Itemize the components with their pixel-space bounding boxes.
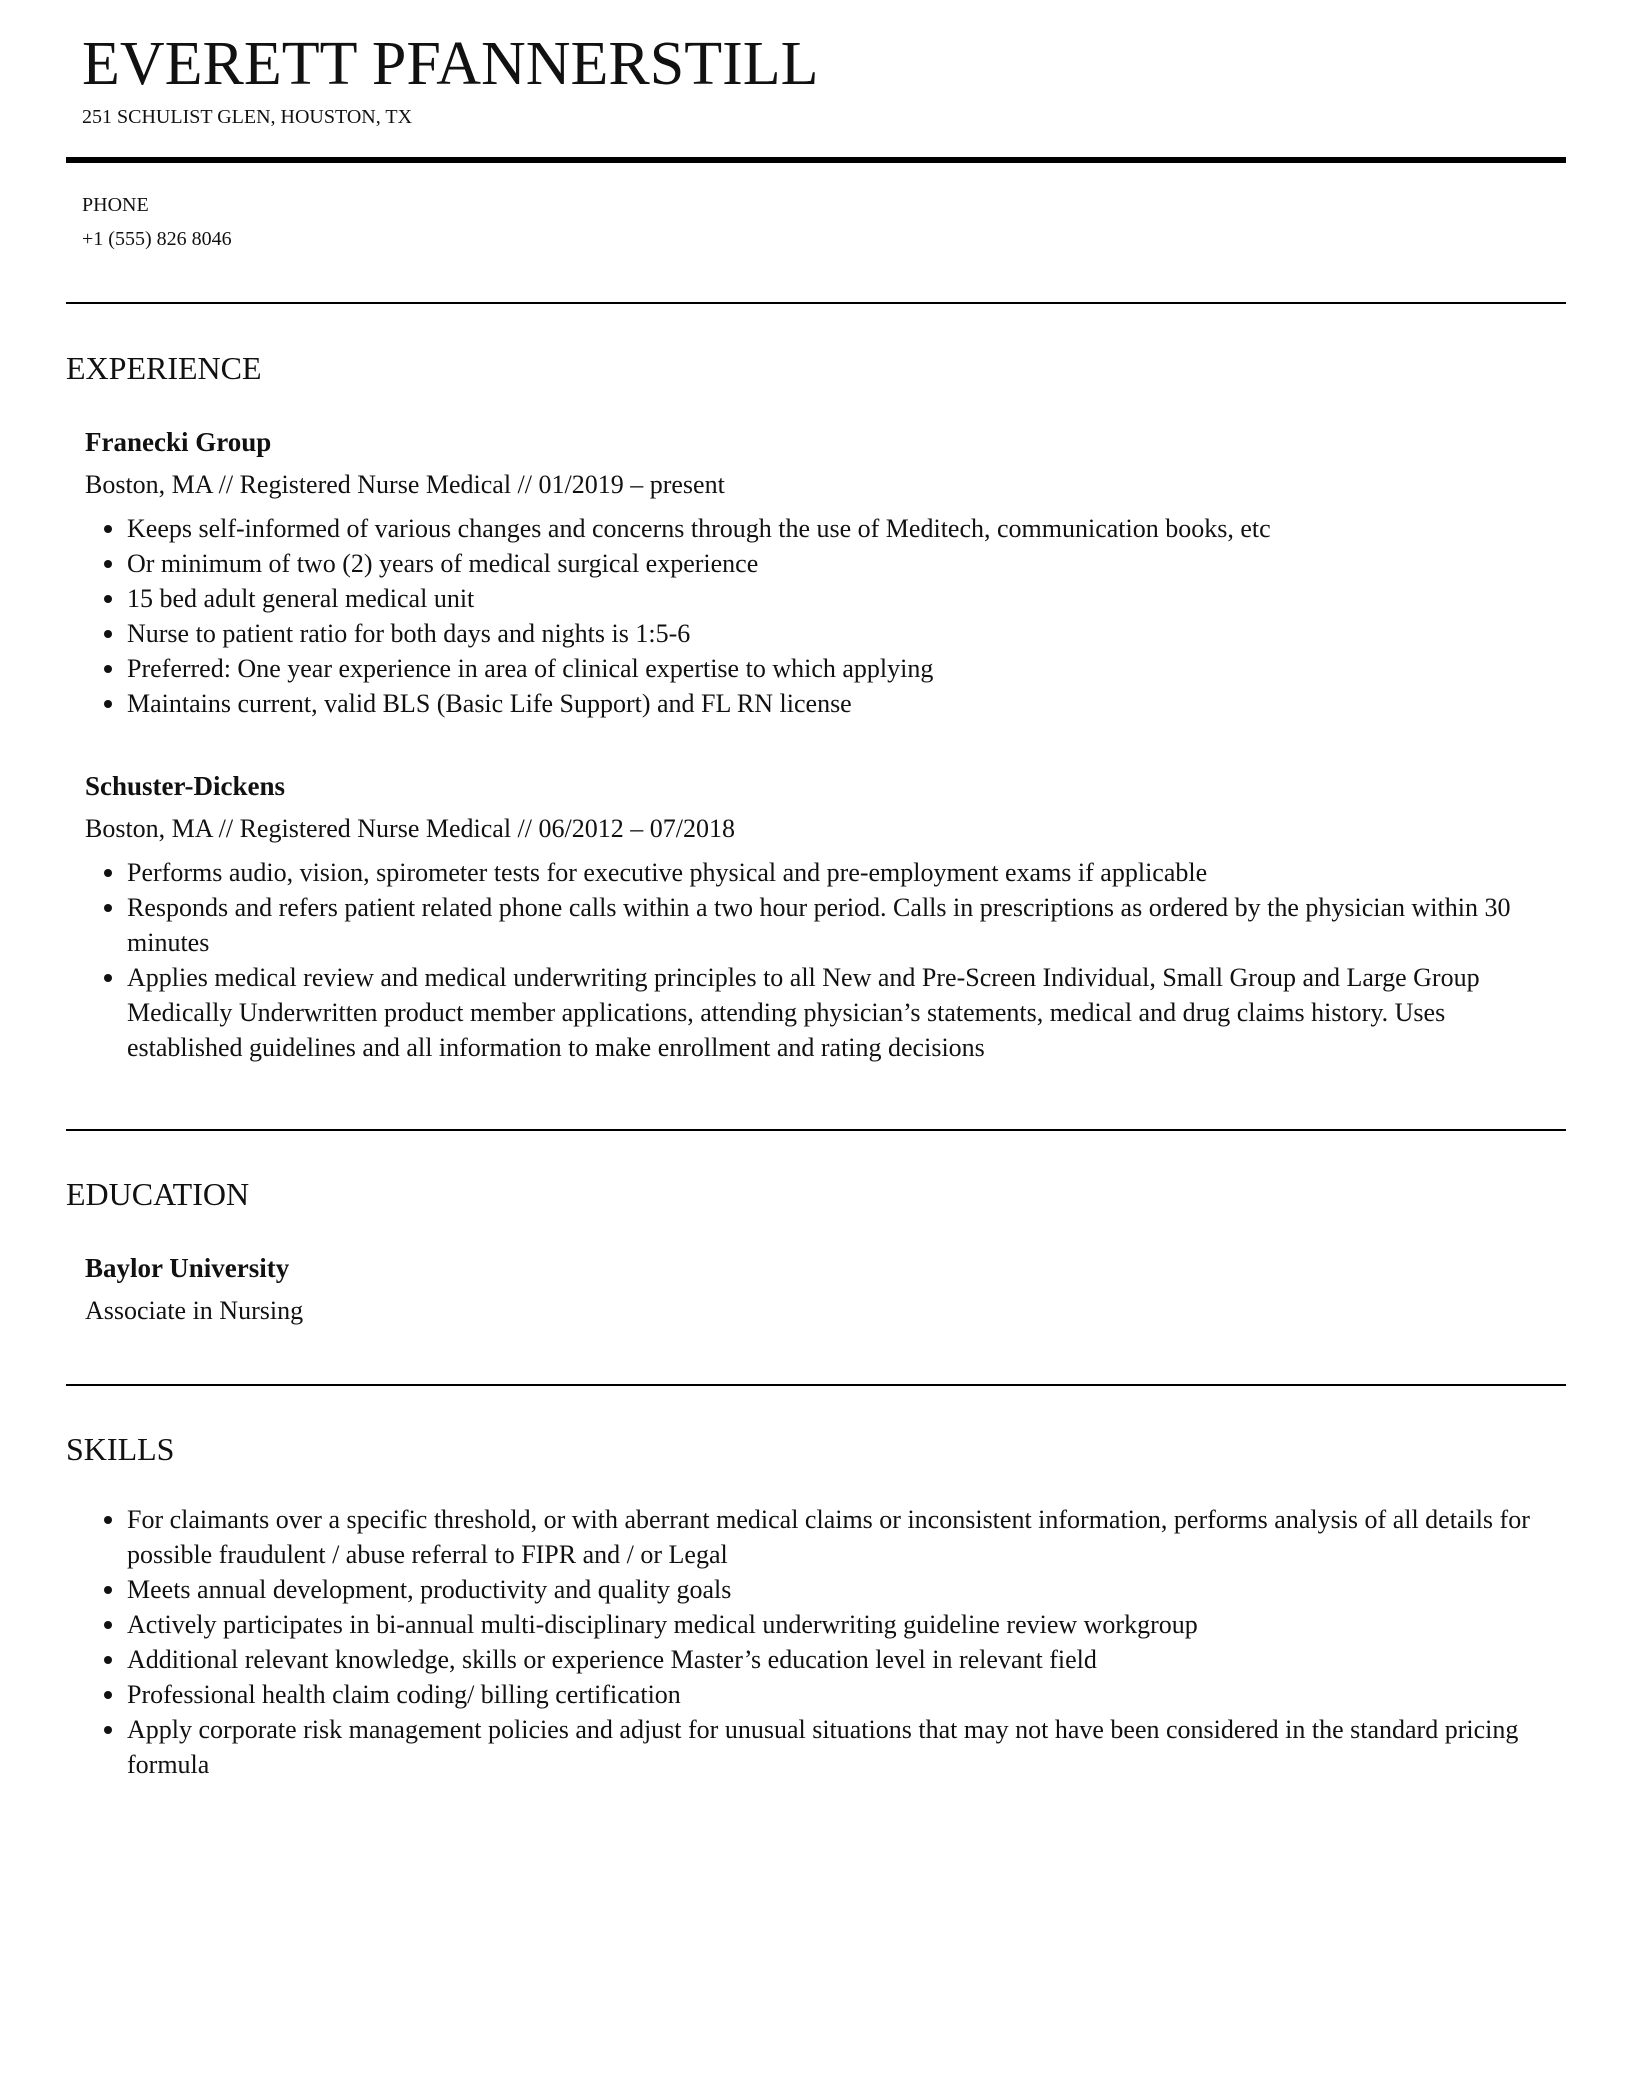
experience-heading: EXPERIENCE [66, 350, 262, 386]
list-item: Maintains current, valid BLS (Basic Life Support) and FL RN license [127, 686, 1567, 721]
school-name: Baylor University [85, 1253, 290, 1283]
list-item: Applies medical review and medical underwriting principles to all New and Pre-Screen Individual, Small Group and Large Group Medically Underwritten product member applications, attending physician’s statements, medical and drug claims history. Uses established guidelines and all information to make enrollment and rating decisions [127, 960, 1567, 1065]
skills-heading: SKILLS [66, 1431, 175, 1467]
job-company: Schuster-Dickens [85, 771, 285, 801]
list-item: Responds and refers patient related phone calls within a two hour period. Calls in prescriptions as ordered by the physician within 30 minutes [127, 890, 1567, 960]
list-item: Meets annual development, productivity and quality goals [127, 1572, 1567, 1607]
candidate-name: EVERETT PFANNERSTILL [82, 30, 819, 98]
job-duties-list [127, 855, 1567, 1065]
list-item: Apply corporate risk management policies and adjust for unusual situations that may not have been considered in the standard pricing formula [127, 1712, 1567, 1782]
list-item: Professional health claim coding/ billing certification [127, 1677, 1567, 1712]
job-meta: Boston, MA // Registered Nurse Medical // 01/2019 – present [85, 470, 725, 499]
job-duties-list [127, 511, 1567, 721]
list-item: For claimants over a specific threshold, or with aberrant medical claims or inconsistent information, performs analysis of all details for possible fraudulent / abuse referral to FIPR and / or Legal [127, 1502, 1567, 1572]
list-item: Additional relevant knowledge, skills or experience Master’s education level in relevant field [127, 1642, 1567, 1677]
phone-value: +1 (555) 826 8046 [82, 228, 232, 250]
contact-divider [66, 302, 1566, 304]
list-item: Performs audio, vision, spirometer tests for executive physical and pre-employment exams if applicable [127, 855, 1567, 890]
list-item: Actively participates in bi-annual multi-disciplinary medical underwriting guideline review workgroup [127, 1607, 1567, 1642]
education-heading: EDUCATION [66, 1176, 250, 1212]
list-item: Or minimum of two (2) years of medical surgical experience [127, 546, 1567, 581]
header-divider [66, 157, 1566, 163]
degree-name: Associate in Nursing [85, 1296, 304, 1325]
education-divider [66, 1384, 1566, 1386]
skills-list [127, 1502, 1567, 1782]
candidate-address: 251 SCHULIST GLEN, HOUSTON, TX [82, 106, 413, 128]
phone-label: PHONE [82, 194, 149, 216]
experience-divider [66, 1129, 1566, 1131]
list-item: Preferred: One year experience in area of clinical expertise to which applying [127, 651, 1567, 686]
list-item: Keeps self-informed of various changes and concerns through the use of Meditech, communication books, etc [127, 511, 1567, 546]
list-item: 15 bed adult general medical unit [127, 581, 1567, 616]
job-meta: Boston, MA // Registered Nurse Medical // 06/2012 – 07/2018 [85, 814, 735, 843]
list-item: Nurse to patient ratio for both days and nights is 1:5-6 [127, 616, 1567, 651]
job-company: Franecki Group [85, 427, 272, 457]
